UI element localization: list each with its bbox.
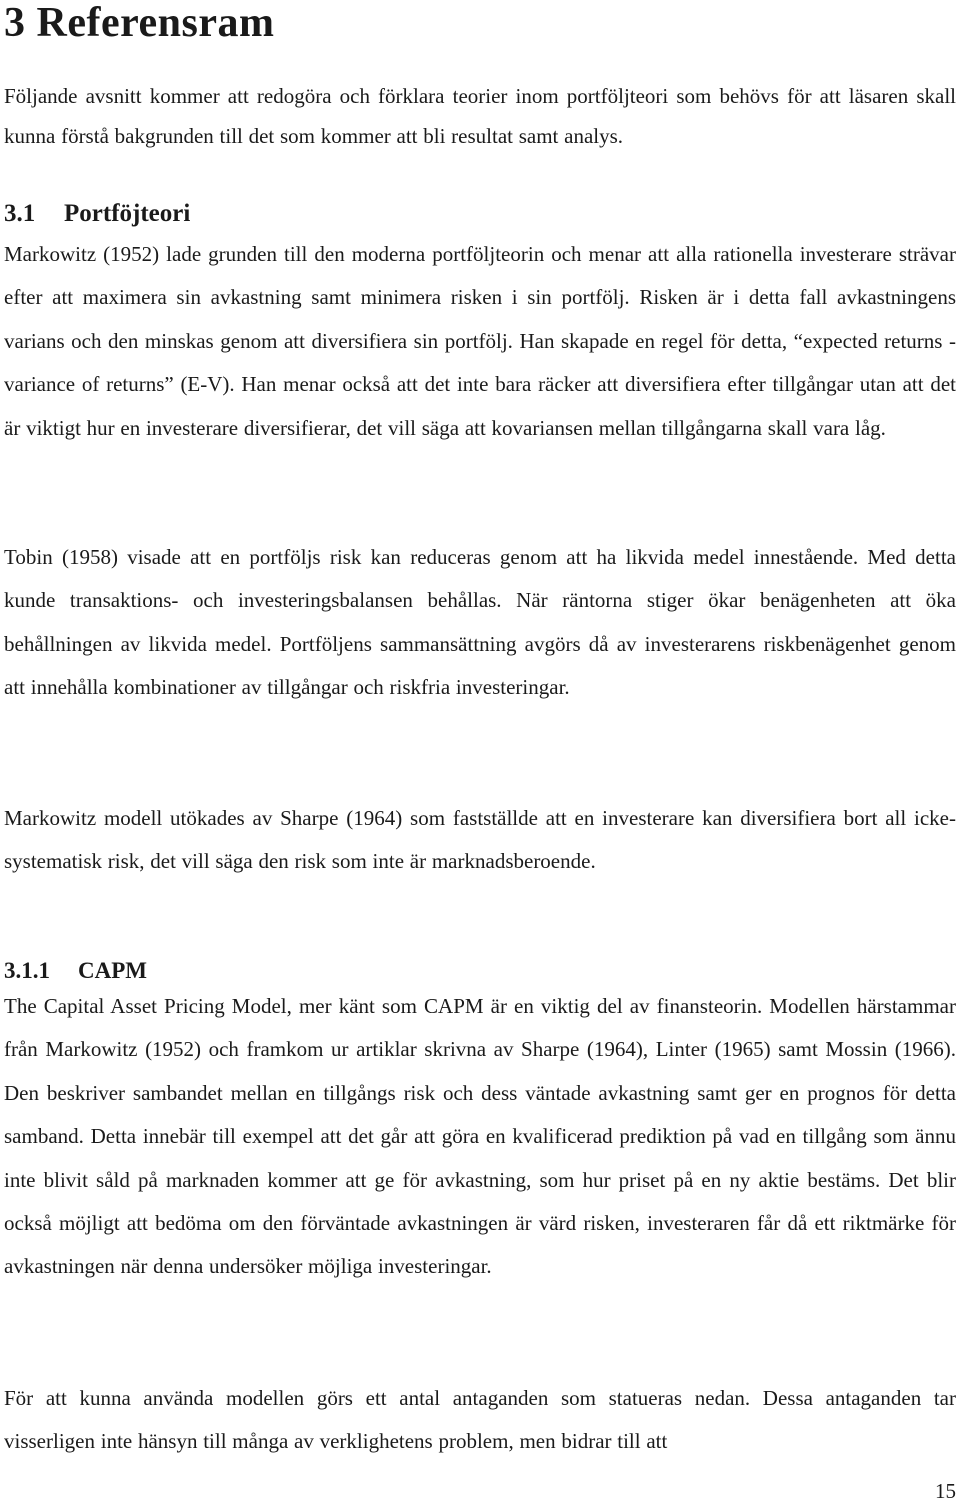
subsection-title: CAPM xyxy=(78,958,147,983)
paragraph-capm: The Capital Asset Pricing Model, mer känt som CAPM är en viktig del av finansteorin. Modellen härstammar från Markowitz (1952) och framkom ur artiklar skrivna av Sharpe (1964), Linter (1965) samt Mossin (1966). Den beskriver sambandet mellan en tillgångs risk och dess väntade avkastning samt ger en prognos för detta samband. Detta innebär till exempel att det går att göra en kvalificerad prediktion på vad en tillgång som ännu inte blivit såld på marknaden kommer att ge för avkastning, som hur priset på en ny aktie bestäms. Det blir också möjligt att bedöma om den förväntade avkastningen är värd risken, investeraren får då ett riktmärke för avkastningen när denna undersöker möjliga investeringar. xyxy=(4,994,956,1279)
paragraph-assumptions: För att kunna använda modellen görs ett antal antaganden som statueras nedan. Dessa antaganden tar visserligen inte hänsyn till många av verklighetens problem, men bidrar till att xyxy=(4,1386,956,1454)
paragraph-markowitz: Markowitz (1952) lade grunden till den moderna portföljteorin och menar att alla rationella investerare strävar efter att maximera sin avkastning samt minimera risken i sin portfölj. Risken är i detta fall avkastningens varians och den minskas genom att diversifiera sin portfölj. Han skapade en regel för detta, “expected returns - variance of returns” (E-V). Han menar också att det inte bara räcker att diversifiera efter tillgångar utan att det är viktigt hur en investerare diversifierar, det vill säga att kovariansen mellan tillgångarna skall vara låg. xyxy=(4,242,956,440)
section-heading-3-1-1 xyxy=(4,957,147,985)
paragraph-tobin: Tobin (1958) visade att en portföljs risk kan reduceras genom att ha likvida medel innestående. Med detta kunde transaktions- och investeringsbalansen behållas. När räntorna stiger ökar benägenheten att öka behållningen av likvida medel. Portföljens sammansättning avgörs då av investerarens riskbenägenhet genom att innehålla kombinationer av tillgångar och riskfria investeringar. xyxy=(4,545,956,700)
page-number: 15 xyxy=(935,1479,956,1503)
section-heading-3-1 xyxy=(4,199,190,229)
chapter-heading xyxy=(4,0,274,46)
paragraph-sharpe: Markowitz modell utökades av Sharpe (1964) som fastställde att en investerare kan diversifiera bort all icke-systematisk risk, det vill säga den risk som inte är marknadsberoende. xyxy=(4,806,956,874)
chapter-title: Referensram xyxy=(36,0,275,46)
intro-paragraph: Följande avsnitt kommer att redogöra och förklara teorier inom portföljteori som behövs för att läsaren skall kunna förstå bakgrunden till det som kommer att bli resultat samt analys. xyxy=(4,84,956,149)
section-title: Portföjteori xyxy=(64,200,191,227)
section-number: 3.1 xyxy=(4,200,36,227)
subsection-number: 3.1.1 xyxy=(4,958,50,983)
chapter-number: 3 xyxy=(4,0,26,46)
